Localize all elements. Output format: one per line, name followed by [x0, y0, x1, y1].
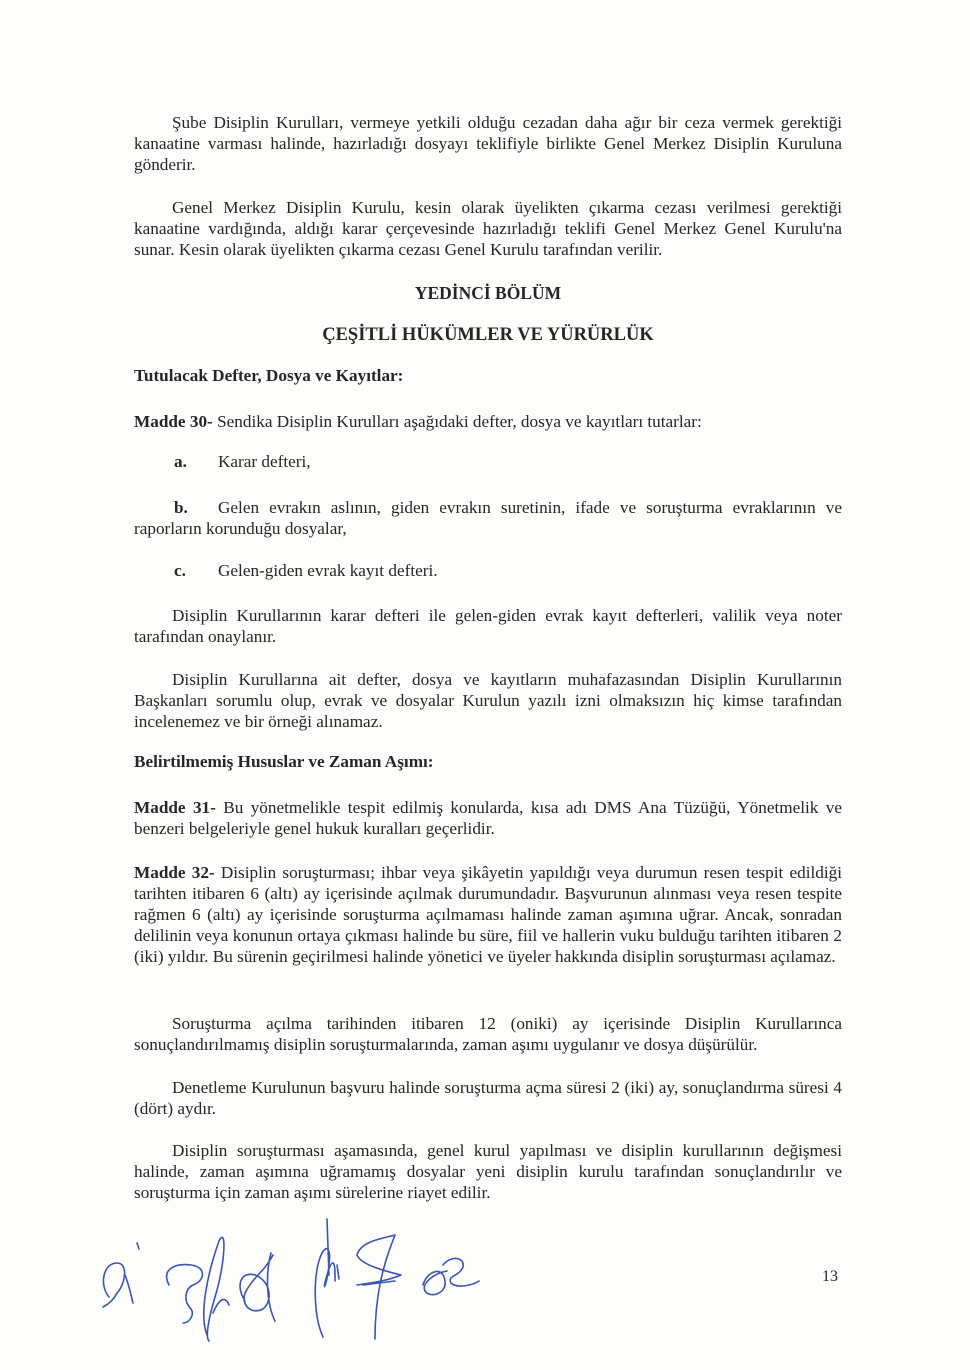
paragraph-genel-merkez: Genel Merkez Disiplin Kurulu, kesin olarak üyelikten çıkarma cezası verilmesi gerektiği kanaatine vardığında, aldığı karar çerçevesinde hazırladığı teklifi Genel Merkez Genel Kurulu'na sunar. Kesin olarak üyelikten çıkarma cezası Genel Kurulu tarafından verilir. [134, 198, 842, 259]
list-text-c: Gelen-giden evrak kayıt defteri. [218, 561, 438, 580]
subheading-belirtilmemis-hususlar: Belirtilmemiş Hususlar ve Zaman Aşımı: [134, 752, 434, 771]
signature-2-icon [167, 1237, 229, 1341]
subheading-tutulacak-defter: Tutulacak Defter, Dosya ve Kayıtlar: [134, 366, 404, 385]
paragraph-genel-kurul: Disiplin soruşturması aşamasında, genel kurul yapılması ve disiplin kurullarının değişmesi halinde, zaman aşımına uğramamış dosyalar yeni disiplin kurulu tarafından sonuçlandırılır ve soruşturma için zaman aşımı sürelerine riayet edilir. [134, 1141, 842, 1202]
list-marker-c: c. [174, 561, 186, 580]
madde-31-label: Madde 31- [134, 798, 216, 817]
signature-5-icon [423, 1258, 479, 1294]
list-item-a [134, 451, 842, 472]
signatures [95, 1205, 655, 1365]
paragraph-sube-disiplin: Şube Disiplin Kurulları, vermeye yetkili olduğu cezadan daha ağır bir ceza vermek gerektiği kanaatine varması halinde, hazırladığı dosyayı teklifiyle birlikte Genel Merkez Disiplin Kuruluna gönderir. [134, 113, 842, 174]
list-marker-a: a. [174, 452, 187, 471]
list-item-b [134, 497, 842, 539]
list-text-a: Karar defteri, [218, 452, 311, 471]
madde-32-text: Disiplin soruşturması; ihbar veya şikâyetin yapıldığı veya durumun resen tespit edildiği tarihten itibaren 6 (altı) ay içerisinde açılmak durumundadır. Başvurunun alınması veya resen tespite rağmen 6 (altı) ay içerisinde soruşturma açılmaması halinde zaman aşımına uğrar. Ancak, sonradan delilinin veya konunun ortaya çıkması halinde bu süre, fiil ve hallerin vuku bulduğu tarihten itibaren 2 (iki) yıldır. Bu sürenin geçirilmesi halinde yönetici ve üyeler hakkında disiplin soruşturması açılamaz. [134, 863, 842, 966]
madde-31-text: Bu yönetmelikle tespit edilmiş konularda, kısa adı DMS Ana Tüzüğü, Yönetmelik ve benzeri belgeleriyle genel hukuk kuralları geçerlidir. [134, 798, 842, 838]
paragraph-onay: Disiplin Kurullarının karar defteri ile gelen-giden evrak kayıt defterleri, valilik veya noter tarafından onaylanır. [134, 606, 842, 646]
madde-32 [134, 862, 842, 967]
signature-1-icon [103, 1243, 139, 1307]
madde-30-label: Madde 30- [134, 412, 213, 431]
section-subtitle: ÇEŞİTLİ HÜKÜMLER VE YÜRÜRLÜK [322, 325, 654, 345]
madde-32-label: Madde 32- [134, 863, 215, 882]
signature-4-icon [315, 1219, 401, 1339]
page-number: 13 [822, 1268, 838, 1285]
list-text-b: Gelen evrakın aslının, giden evrakın suretinin, ifade ve soruşturma evraklarının ve raporların korunduğu dosyalar, [134, 498, 842, 538]
paragraph-denetleme: Denetleme Kurulunun başvuru halinde soruşturma açma süresi 2 (iki) ay, sonuçlandırma süresi 4 (dört) aydır. [134, 1078, 842, 1118]
madde-31 [134, 797, 842, 839]
list-marker-b: b. [174, 498, 188, 517]
paragraph-12-ay: Soruşturma açılma tarihinden itibaren 12 (oniki) ay içerisinde Disiplin Kurullarınca sonuçlandırılmamış disiplin soruşturmalarında, zaman aşımı uygulanır ve dosya düşürülür. [134, 1014, 842, 1054]
signature-3-icon [240, 1253, 275, 1321]
paragraph-muhafaza: Disiplin Kurullarına ait defter, dosya ve kayıtların muhafazasından Disiplin Kurullarının Başkanları sorumlu olup, evrak ve dosyalar Kurulun yazılı izni olmaksızın hiç kimse tarafından incelenemez ve bir örneği alınamaz. [134, 670, 842, 731]
list-item-c [134, 560, 842, 581]
section-title: YEDİNCİ BÖLÜM [414, 283, 562, 303]
madde-30-text: Sendika Disiplin Kurulları aşağıdaki defter, dosya ve kayıtları tutarlar: [212, 412, 702, 431]
madde-30 [134, 411, 842, 432]
